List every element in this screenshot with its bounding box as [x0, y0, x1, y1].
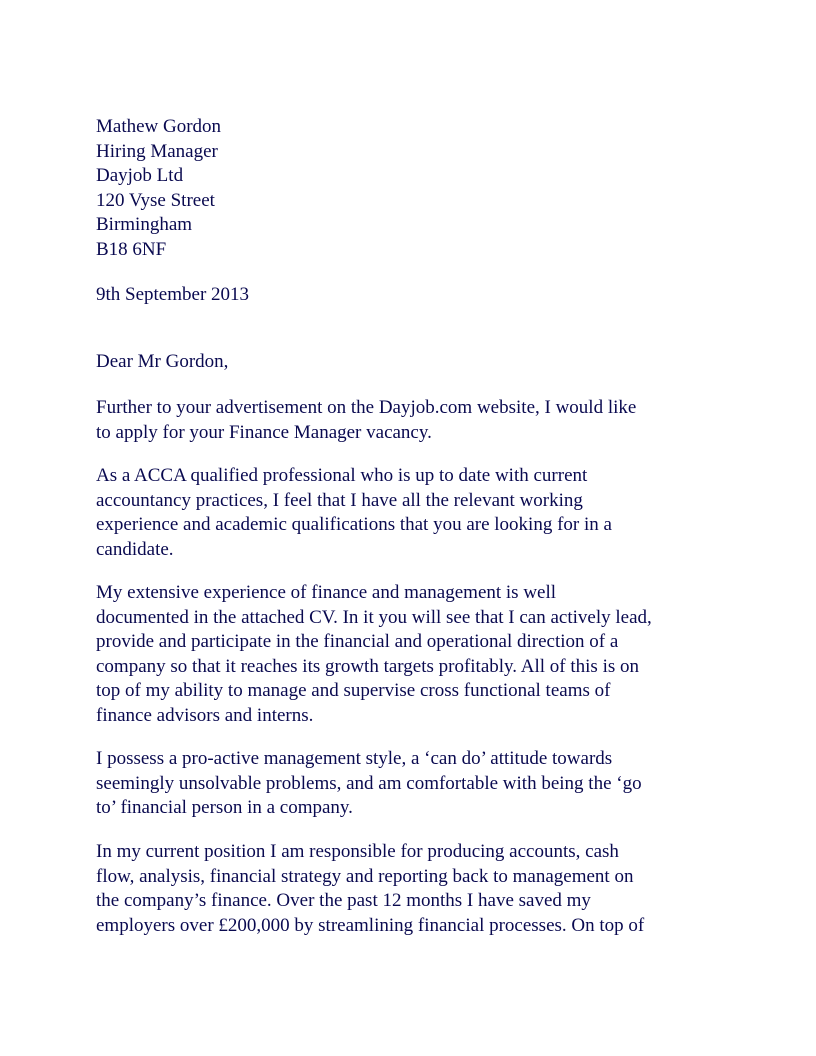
- recipient-postcode: B18 6NF: [96, 238, 167, 260]
- salutation-text: Dear Mr Gordon,: [96, 351, 229, 372]
- recipient-company: Dayjob Ltd: [96, 165, 184, 186]
- paragraph-4: [96, 747, 716, 821]
- date-text: 9th September 2013: [96, 284, 250, 305]
- paragraph-line: In my current position I am responsible for producing accounts, cash: [96, 841, 619, 862]
- letter-date: [96, 283, 716, 308]
- recipient-name: Mathew Gordon: [96, 116, 222, 137]
- paragraph-line: employers over £200,000 by streamlining financial processes. On top of: [96, 914, 645, 936]
- paragraph-line: I possess a pro-active management style, a ‘can do’ attitude towards: [96, 748, 613, 769]
- paragraph-line: accountancy practices, I feel that I have all the relevant working: [96, 489, 583, 511]
- salutation: [96, 350, 716, 375]
- recipient-title: Hiring Manager: [96, 140, 218, 162]
- paragraph-line: to’ financial person in a company.: [96, 797, 353, 818]
- paragraph-line: to apply for your Finance Manager vacancy.: [96, 421, 432, 443]
- paragraph-2: [96, 464, 716, 562]
- paragraph-line: provide and participate in the financial and operational direction of a: [96, 631, 619, 652]
- paragraph-line: top of my ability to manage and supervise cross functional teams of: [96, 680, 611, 701]
- paragraph-line: company so that it reaches its growth targets profitably. All of this is on: [96, 655, 639, 677]
- paragraph-line: candidate.: [96, 538, 174, 560]
- paragraph-line: documented in the attached CV. In it you will see that I can actively lead,: [96, 606, 652, 628]
- paragraph-line: seemingly unsolvable problems, and am comfortable with being the ‘go: [96, 772, 642, 794]
- paragraph-3: [96, 581, 716, 728]
- recipient-street: 120 Vyse Street: [96, 189, 215, 211]
- paragraph-line: My extensive experience of finance and management is well: [96, 582, 557, 603]
- recipient-city: Birmingham: [96, 214, 193, 235]
- paragraph-line: As a ACCA qualified professional who is up to date with current: [96, 465, 588, 486]
- paragraph-line: experience and academic qualifications that you are looking for in a: [96, 514, 612, 535]
- paragraph-line: flow, analysis, financial strategy and reporting back to management on: [96, 865, 634, 887]
- paragraph-5: [96, 840, 716, 938]
- recipient-address: [96, 115, 716, 262]
- paragraph-line: finance advisors and interns.: [96, 704, 314, 726]
- paragraph-1: [96, 396, 716, 445]
- paragraph-line: Further to your advertisement on the Dayjob.com website, I would like: [96, 397, 637, 418]
- paragraph-line: the company’s finance. Over the past 12 months I have saved my: [96, 890, 591, 911]
